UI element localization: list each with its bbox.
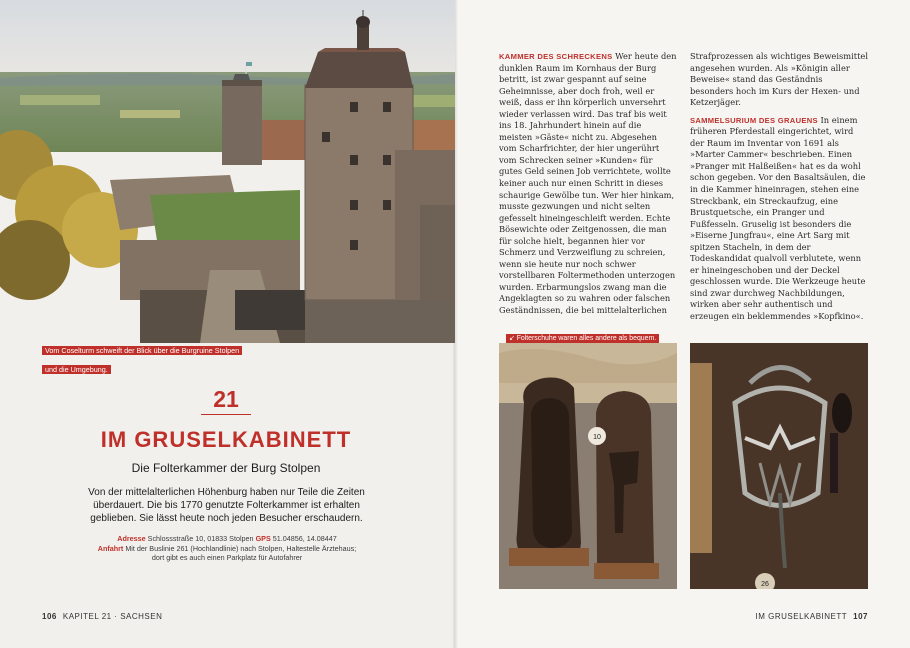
visitor-info (82, 534, 372, 563)
chapter-number: 21 (213, 386, 239, 412)
caption-line: Vom Coselturm schweift der Blick über die Burgruine Stolpen (42, 346, 242, 355)
article-column-2 (690, 51, 868, 323)
werewolf-mask-photo (690, 343, 868, 589)
chapter-divider (201, 414, 251, 415)
arrival-value: Mit der Buslinie 261 (Hochlandlinie) nach Stolpen, Haltestelle Ärztehaus; (125, 543, 357, 553)
castle-photo (0, 0, 455, 343)
page-number-right: 107 (853, 612, 868, 621)
torture-shoes-photo (499, 343, 677, 589)
article-paragraph (690, 115, 868, 323)
chapter-subtitle: Die Folterkammer der Burg Stolpen (131, 461, 321, 475)
caption-line: ↙ Folterschuhe waren alles andere als bequem. (506, 334, 659, 343)
gps-label: GPS (255, 534, 271, 543)
chapter-intro: Von der mittelalterlichen Höhenburg haben nur Teile die Zeiten überdauert. Die bis 1770 genutzte Folterkammer ist erhalten geblieben. Sie lässt heute noch jeden Besucher erschaudern. (88, 487, 365, 524)
arrival-label: Anfahrt (97, 543, 124, 553)
mask-number-tag: 26 (761, 581, 769, 588)
section-heading: SAMMELSURIUM DES GRAUENS (690, 115, 818, 125)
article-column-1 (499, 51, 677, 317)
arrival-value-continued: dort gibt es auch einen Parkplatz für Autofahrer (151, 553, 303, 562)
section-text: In einem früheren Pferdestall eingerichtet, wird der Raum im Inventar von 1691 als »Marter Cammer« beschrieben. Einen »Pranger mit Halßeißen« hat es da wohl schon gegeben. Vor den Basaltsäulen, die in die Kammer hineinragen, stehen eine Streckbank, ein Streckaufzug, eine Brustquetsche, ein Pranger und Fußfesseln. Gruselig ist besonders die »Eiserne Jungfrau«, eine Art Sarg mit spitzen Stacheln, in dem der Todeskandidat qualvoll verblutete, wenn er hineingeschoben und der Deckel geschlossen wurde. Die Werkzeuge heute sind zwar durchweg Nachbildungen, wirken aber sehr authentisch und erzeugen ein beklemmendes »Kopfkino«. (690, 114, 866, 322)
folio-left (42, 612, 162, 621)
section-text: Wer heute den dunklen Raum im Kornhaus der Burg betritt, ist zwar gespannt auf seine Geheimnisse, aber doch froh, weil er weiß, dass er ihn körperlich unversehrt wieder verlassen wird. Das traf bis weit ins 18. Jahrhundert hinein auf die meisten »Gäste« nicht zu. Abgesehen vom Scharfrichter, der hier ungerührt vom Schrecken seiner »Kunden« für gutes Geld seinen Job verrichtete, wollte keiner auch nur einen Schritt in dieses schaurige Gewölbe tun. Wer hier hinkam, musste gezwungen und nicht selten gefesselt hineingeschleift werden. Echte Bösewichte oder Zeitgenossen, die man für solche hielt, begannen hier vor Schmerz und Verzweiflung zu schreien, wenn sie heute nur noch schwer vorstellbaren Foltermethoden unterzogen wurden. Erbarmungslos zwang man die Angeklagten so zu wahren oder falschen Geständnissen, die bei mittelalterlichen (499, 51, 677, 316)
address-label: Adresse (117, 534, 146, 543)
caption-line: und die Umgebung. (42, 365, 111, 374)
article-paragraph (499, 51, 677, 317)
running-head-right: IM GRUSELKABINETT (755, 612, 848, 621)
castle-photo-caption (42, 338, 268, 376)
address-value: Schlossstraße 10, 01833 Stolpen (147, 534, 254, 543)
chapter-title: IM GRUSELKABINETT (100, 427, 352, 452)
shoe-number-tag: 10 (593, 434, 601, 441)
folio-right (756, 612, 868, 621)
page-number-left: 106 (42, 612, 57, 621)
running-head-left: KAPITEL 21 · SACHSEN (62, 612, 163, 621)
gps-value: 51.04856, 14.08447 (272, 534, 337, 543)
section-heading: KAMMER DES SCHRECKENS (499, 52, 613, 61)
article-paragraph: Strafprozessen als wichtiges Beweismittel angesehen wurden. Als »Königin aller Beweise« stand das Geständnis besonders hoch im Kurs der Hexen- und Ketzerjäger. (690, 51, 868, 108)
